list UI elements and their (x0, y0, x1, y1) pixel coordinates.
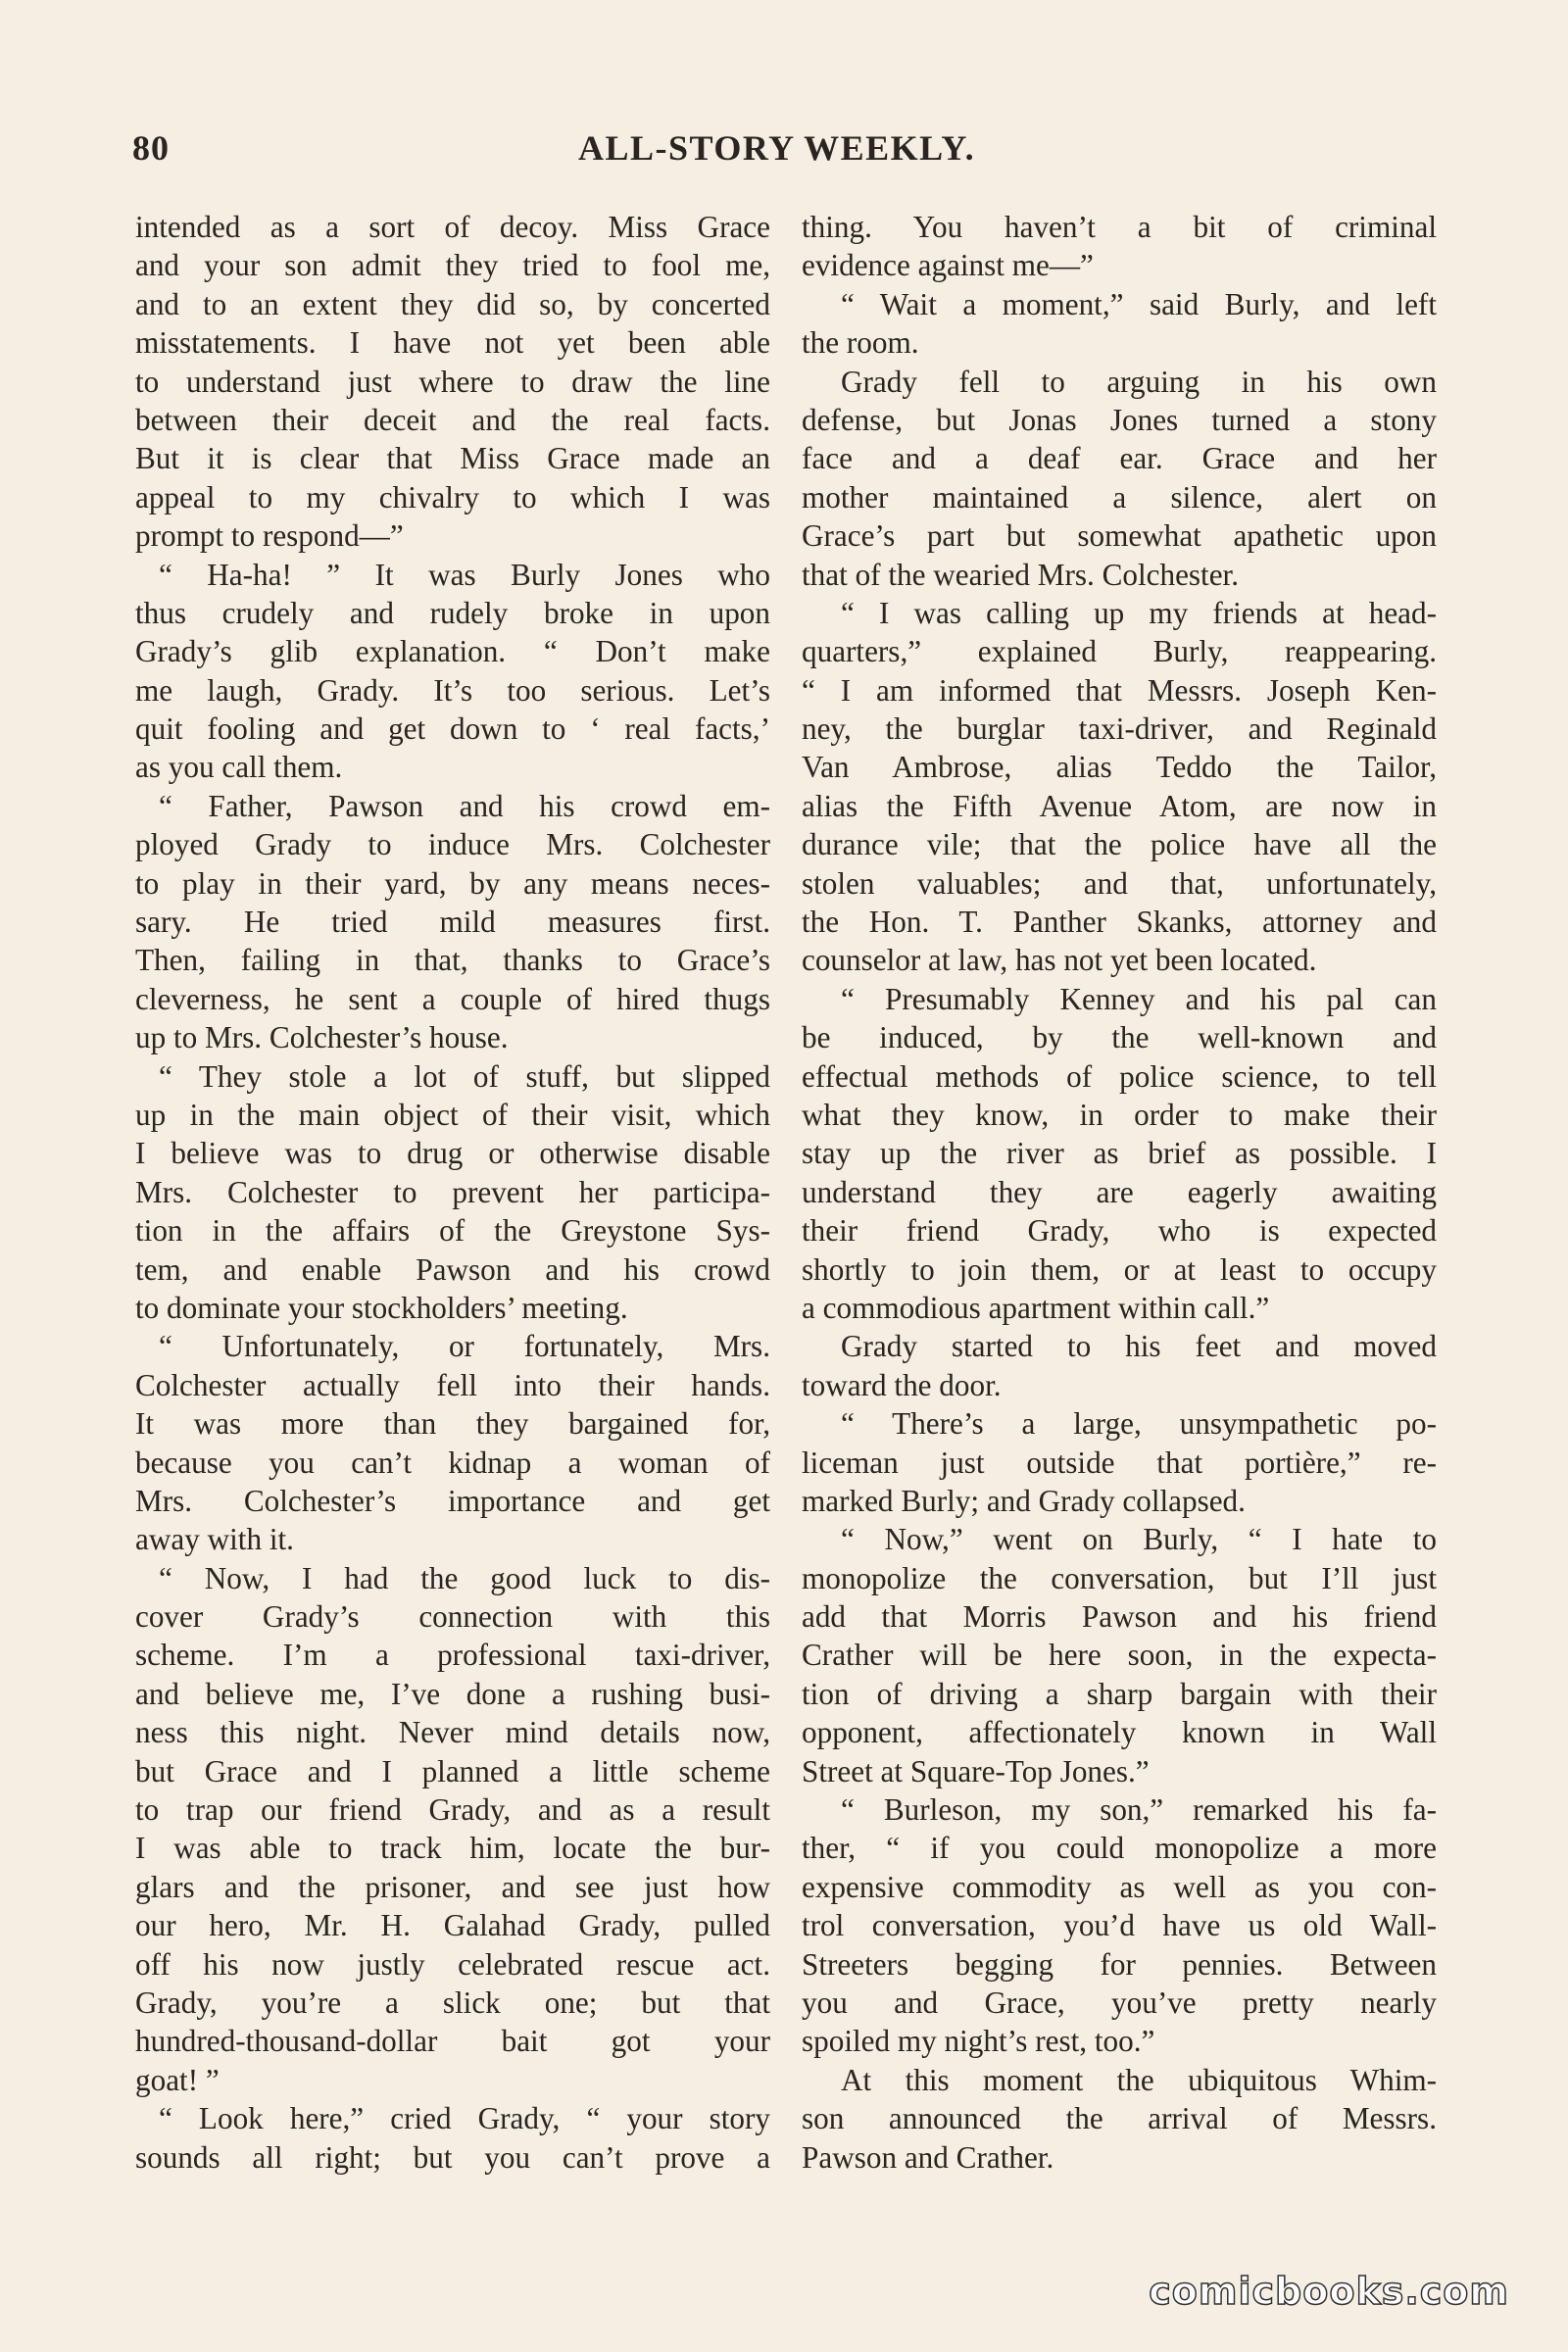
text-line: add that Morris Pawson and his friend (802, 1599, 1437, 1635)
text-line: you and Grace, you’ve pretty nearly (802, 1984, 1437, 2020)
text-line: “ Now, I had the good luck to dis- (159, 1560, 770, 1595)
text-line: quit fooling and get down to ‘ real facts,’ (135, 711, 770, 747)
page-header (132, 127, 1436, 176)
text-line: the room. (802, 325, 919, 361)
text-line: scheme. I’m a professional taxi-driver, (135, 1638, 770, 1673)
text-line: alias the Fifth Avenue Atom, are now in (802, 788, 1437, 823)
text-line: opponent, affectionately known in Wall (802, 1715, 1437, 1750)
text-line: intended as a sort of decoy. Miss Grace (135, 210, 770, 244)
text-line: “ Burleson, my son,” remarked his fa- (841, 1792, 1437, 1828)
text-line: “ Ha-ha! ” It was Burly Jones who (159, 557, 770, 592)
text-line: “ Now,” went on Burly, “ I hate to (841, 1522, 1437, 1557)
text-line: Streeters begging for pennies. Between (802, 1946, 1437, 1982)
text-line: understand they are eagerly awaiting (802, 1174, 1437, 1209)
page-number: 80 (132, 128, 170, 168)
text-line: stolen valuables; and that, unfortunately, (802, 865, 1437, 901)
text-line: “ I was calling up my friends at head- (841, 595, 1437, 630)
text-line: to dominate your stockholders’ meeting. (135, 1290, 628, 1325)
text-line: sounds all right; but you can’t prove a (135, 2139, 770, 2175)
text-line: goat! ” (135, 2062, 220, 2097)
text-line: the Hon. T. Panther Skanks, attorney and (802, 905, 1437, 940)
text-line: thus crudely and rudely broke in upon (135, 595, 770, 630)
text-line: tion of driving a sharp bargain with their (802, 1676, 1437, 1711)
text-line: Mrs. Colchester’s importance and get (135, 1483, 770, 1518)
text-line: evidence against me—” (802, 248, 1094, 283)
text-line: hundred-thousand-dollar bait got your (135, 2024, 770, 2059)
text-line: their friend Grady, who is expected (802, 1213, 1437, 1249)
text-line: counselor at law, has not yet been located. (802, 943, 1317, 978)
text-line: Mrs. Colchester to prevent her participa- (135, 1174, 770, 1209)
text-line: “ I am informed that Messrs. Joseph Ken- (802, 672, 1437, 708)
text-line: monopolize the conversation, but I’ll just (802, 1560, 1437, 1595)
text-line: son announced the arrival of Messrs. (802, 2101, 1437, 2136)
text-line: trol conversation, you’d have us old Wall- (802, 1908, 1437, 1943)
text-line: Then, failing in that, thanks to Grace’s (135, 943, 770, 978)
text-line: and believe me, I’ve done a rushing busi- (135, 1676, 770, 1711)
text-line: liceman just outside that portière,” re- (802, 1445, 1437, 1480)
text-line: marked Burly; and Grady collapsed. (802, 1483, 1246, 1518)
text-line: Grace’s part but somewhat apathetic upon (802, 518, 1437, 554)
text-line: tion in the affairs of the Greystone Sys- (135, 1213, 770, 1249)
text-line: but Grace and I planned a little scheme (135, 1753, 770, 1788)
text-line: me laugh, Grady. It’s too serious. Let’s (135, 672, 770, 708)
text-line: expensive commodity as well as you con- (802, 1869, 1437, 1904)
text-line: as you call them. (135, 750, 343, 785)
text-line: misstatements. I have not yet been able (135, 325, 770, 361)
text-line: shortly to join them, or at least to occupy (802, 1251, 1437, 1287)
text-line: stay up the river as brief as possible. I (802, 1136, 1437, 1171)
text-line: Grady’s glib explanation. “ Don’t make (135, 634, 770, 669)
text-line: “ Presumably Kenney and his pal can (841, 981, 1437, 1016)
text-line: ney, the burglar taxi-driver, and Reginald (802, 711, 1437, 747)
text-line: “ Wait a moment,” said Burly, and left (841, 286, 1437, 321)
text-line: prompt to respond—” (135, 518, 404, 554)
text-line: ther, “ if you could monopolize a more (802, 1831, 1437, 1866)
text-line: “ Father, Pawson and his crowd em- (159, 788, 770, 823)
text-line: Crather will be here soon, in the expecta- (802, 1638, 1437, 1673)
text-line: up to Mrs. Colchester’s house. (135, 1020, 509, 1055)
text-line: At this moment the ubiquitous Whim- (841, 2062, 1437, 2097)
text-line: Street at Square-Top Jones.” (802, 1753, 1150, 1788)
text-line: toward the door. (802, 1367, 1002, 1402)
watermark: comicbooks.com (1149, 2270, 1509, 2313)
right-text-column (802, 208, 1437, 2177)
text-line: what they know, in order to make their (802, 1097, 1437, 1132)
text-line: to understand just where to draw the line (135, 364, 770, 399)
running-title: ALL-STORY WEEKLY. (578, 128, 976, 168)
text-line: tem, and enable Pawson and his crowd (135, 1251, 770, 1287)
text-line: cleverness, he sent a couple of hired thugs (135, 981, 770, 1016)
text-line: ployed Grady to induce Mrs. Colchester (135, 827, 770, 862)
text-line: I was able to track him, locate the bur- (135, 1831, 770, 1866)
text-line: a commodious apartment within call.” (802, 1290, 1270, 1325)
text-line: to play in their yard, by any means neces- (135, 865, 770, 901)
text-line: and to an extent they did so, by concerted (135, 286, 770, 321)
text-line: Grady, you’re a slick one; but that (135, 1984, 770, 2020)
text-line: spoiled my night’s rest, too.” (802, 2024, 1155, 2059)
text-line: Colchester actually fell into their hands. (135, 1367, 770, 1402)
text-line: between their deceit and the real facts. (135, 402, 770, 437)
text-line: thing. You haven’t a bit of criminal (802, 210, 1437, 244)
text-line: away with it. (135, 1522, 294, 1557)
text-line: effectual methods of police science, to tell (802, 1058, 1437, 1094)
text-line: defense, but Jonas Jones turned a stony (802, 402, 1437, 437)
text-line: But it is clear that Miss Grace made an (135, 441, 770, 476)
text-line: “ There’s a large, unsympathetic po- (841, 1406, 1437, 1442)
text-line: up in the main object of their visit, which (135, 1097, 770, 1132)
text-line: be induced, by the well-known and (802, 1020, 1437, 1055)
text-line: “ Look here,” cried Grady, “ your story (159, 2101, 770, 2136)
text-line: our hero, Mr. H. Galahad Grady, pulled (135, 1908, 770, 1943)
text-line: because you can’t kidnap a woman of (135, 1445, 770, 1480)
text-line: face and a deaf ear. Grace and her (802, 441, 1437, 476)
left-text-column (135, 208, 770, 2177)
text-line: off his now justly celebrated rescue act. (135, 1946, 770, 1982)
text-line: mother maintained a silence, alert on (802, 479, 1437, 514)
text-line: Pawson and Crather. (802, 2139, 1054, 2175)
text-line: glars and the prisoner, and see just how (135, 1869, 770, 1904)
text-line: “ They stole a lot of stuff, but slipped (159, 1058, 770, 1094)
text-line: cover Grady’s connection with this (135, 1599, 770, 1635)
text-line: quarters,” explained Burly, reappearing. (802, 634, 1437, 669)
text-line: and your son admit they tried to fool me, (135, 248, 770, 283)
text-line: sary. He tried mild measures first. (135, 905, 770, 940)
text-line: I believe was to drug or otherwise disable (135, 1136, 770, 1171)
text-line: that of the wearied Mrs. Colchester. (802, 557, 1240, 592)
text-line: ness this night. Never mind details now, (135, 1715, 770, 1750)
text-line: Grady fell to arguing in his own (841, 364, 1437, 399)
text-line: durance vile; that the police have all the (802, 827, 1437, 862)
text-line: Van Ambrose, alias Teddo the Tailor, (802, 750, 1437, 785)
text-line: to trap our friend Grady, and as a result (135, 1792, 770, 1828)
text-line: “ Unfortunately, or fortunately, Mrs. (159, 1329, 770, 1364)
text-line: appeal to my chivalry to which I was (135, 479, 770, 514)
text-line: Grady started to his feet and moved (841, 1329, 1437, 1364)
text-line: It was more than they bargained for, (135, 1406, 770, 1442)
